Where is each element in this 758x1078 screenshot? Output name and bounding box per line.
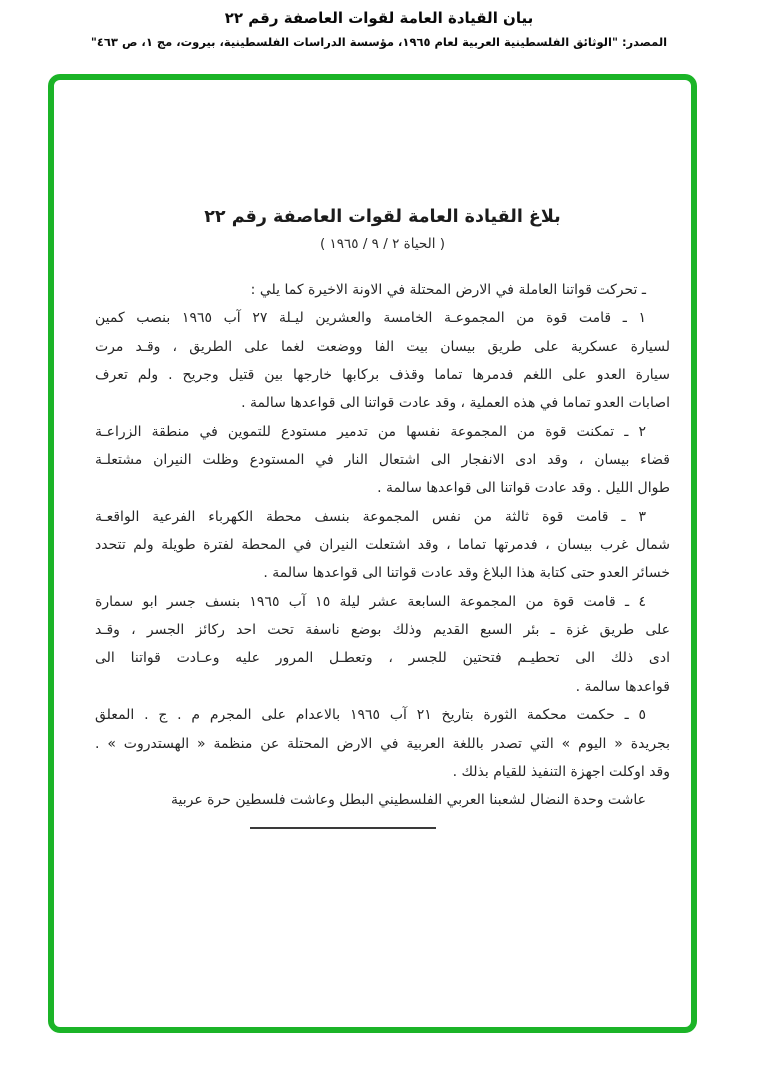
doc-line: ٤ ـ قامت قوة من المجموعة السابعة عشر ليلة ١٥ آب ١٩٦٥ بنسف جسر ابو سمارة — [95, 593, 646, 610]
doc-line: قضاء بيسان ، وقد ادى الانفجار الى اشتعال النار في المستودع وظلت النيران مشتعلـة — [95, 452, 670, 469]
operation-paragraph-4 — [95, 588, 670, 701]
page-title: بيان القيادة العامة لقوات العاصفة رقم ٢٢ — [224, 9, 534, 27]
doc-line: بجريدة « اليوم » التي تصدر باللغة العربية في الارض المحتلة عن منظمة « الهستدروت » . — [95, 735, 670, 752]
document-scan — [95, 207, 670, 829]
doc-line: خسائر العدو حتى كتابة هذا البلاغ وقد عادت قواتنا الى قواعدها سالمة . — [263, 565, 670, 582]
closing-paragraph — [95, 786, 670, 814]
page-header — [0, 0, 758, 49]
source-citation: المصدر: "الوثائق الفلسطينية العربية لعام ١٩٦٥، مؤسسة الدراسات الفلسطينية، بيروت، مج ١، ص ٤٦٣" — [90, 35, 668, 49]
doc-line: ٢ ـ تمكنت قوة من المجموعة نفسها من تدمير مستودع للتموين في منطقة الزراعـة — [95, 423, 646, 440]
operation-paragraph-2 — [95, 418, 670, 503]
operation-paragraph-1 — [95, 304, 670, 417]
doc-line: ٥ ـ حكمت محكمة الثورة بتاريخ ٢١ آب ١٩٦٥ بالاعدام على المجرم م . ج . المعلق — [95, 707, 646, 724]
communique-body — [95, 276, 670, 829]
doc-line: عاشت وحدة النضال لشعبنا العربي الفلسطيني البطل وعاشت فلسطين حرة عربية — [171, 792, 646, 809]
doc-line: ـ تحركت قواتنا العاملة في الارض المحتلة في الاونة الاخيرة كما يلي : — [250, 282, 646, 298]
doc-line: اصابات العدو تماما في هذه العملية ، وقد عادت قواتنا الى قواعدها سالمة . — [241, 395, 670, 412]
end-divider — [250, 827, 436, 829]
intro-paragraph — [95, 276, 670, 304]
doc-line: ١ ـ قامت قوة من المجموعـة الخامسة والعشرين ليـلة ٢٧ آب ١٩٦٥ بنصب كمين — [95, 310, 646, 327]
doc-line: لسيارة عسكرية على طريق بيسان بيت الفا ووضعت لغما على الطريق ، وقـد مرت — [95, 338, 670, 355]
doc-line: شمال غرب بيسان ، فدمرتها تماما ، وقد اشتعلت النيران في المحطة لفترة طويلة ولم تتحدد — [95, 537, 670, 554]
operation-paragraph-5 — [95, 701, 670, 786]
doc-line: قواعدها سالمة . — [575, 678, 670, 695]
doc-line: ٣ ـ قامت قوة ثالثة من نفس المجموعة بنسف محطة الكهرباء الفرعية الواقعـة — [95, 508, 646, 525]
doc-line: على طريق غزة ـ بئر السبع القديم وذلك بوضع ناسفة تحت احد ركائز الجسر ، وقـد — [95, 622, 670, 639]
doc-line: طوال الليل . وقد عادت قواتنا الى قواعدها سالمة . — [377, 480, 670, 497]
doc-line: ادى ذلك الى تحطيـم فتحتين للجسر ، وتعطـل المرور عليه وعـادت قواتنا الى — [95, 650, 670, 667]
doc-line: وقد اوكلت اجهزة التنفيذ للقيام بذلك . — [452, 763, 670, 780]
communique-dateline: ( الحياة ٢ / ٩ / ١٩٦٥ ) — [319, 236, 446, 252]
communique-title: بلاغ القيادة العامة لقوات العاصفة رقم ٢٢ — [204, 207, 561, 227]
operation-paragraph-3 — [95, 503, 670, 588]
doc-line: سيارة العدو على اللغم فدمرها تماما وقذف بركابها خارجها بين قتيل وجريح . ولم تعرف — [95, 367, 670, 384]
